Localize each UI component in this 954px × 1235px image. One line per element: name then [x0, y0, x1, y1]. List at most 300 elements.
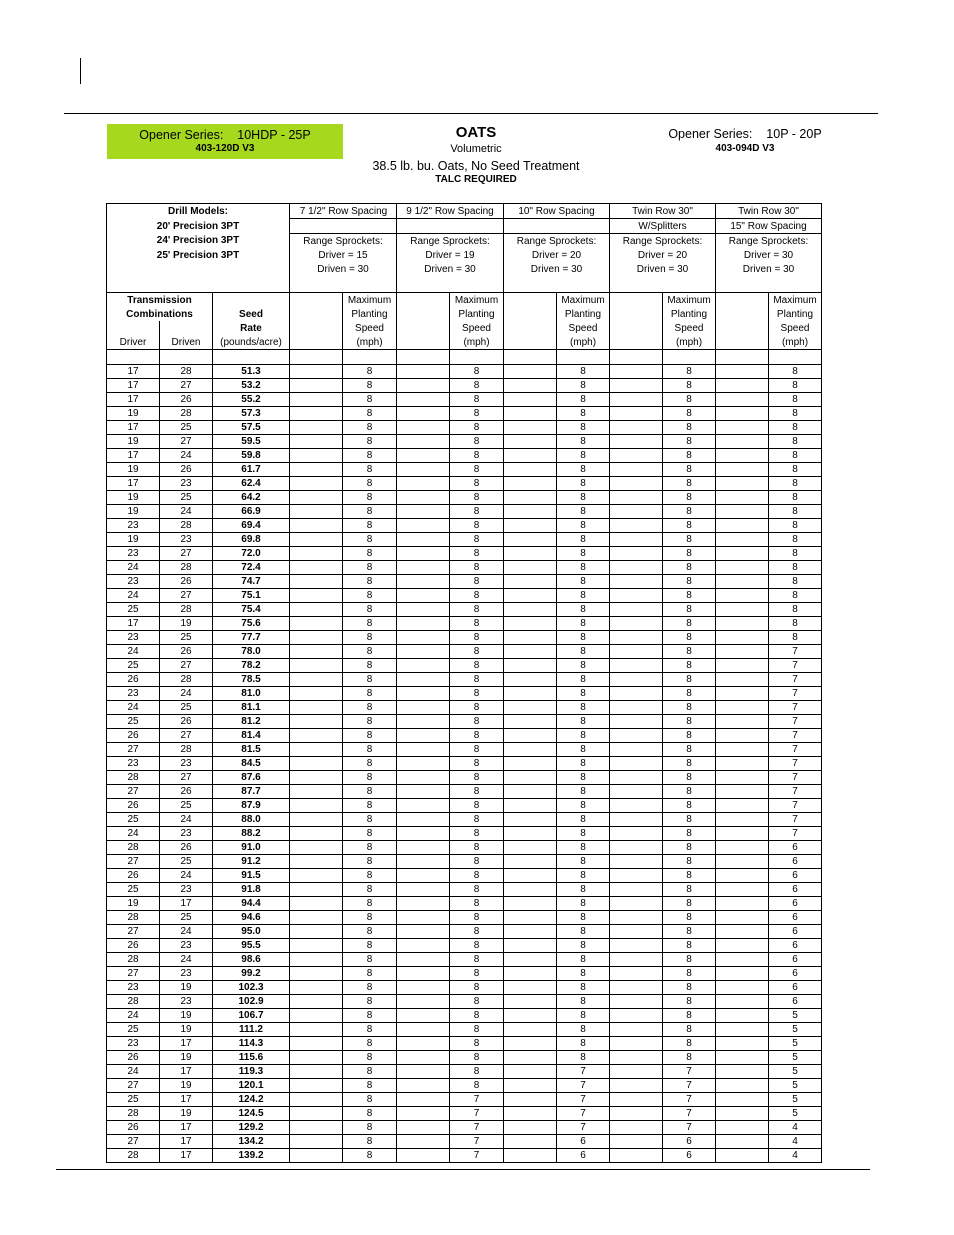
max-speed-cell: 6 — [769, 939, 822, 953]
max-speed-cell: 8 — [769, 407, 822, 421]
max-speed-cell: 8 — [343, 1037, 397, 1051]
blank-cell — [610, 855, 663, 869]
blank-cell — [397, 729, 450, 743]
blank-cell — [504, 589, 557, 603]
blank-cell — [610, 827, 663, 841]
max-speed-cell: 8 — [343, 603, 397, 617]
driver-sprocket-cell: 25 — [107, 1093, 160, 1107]
max-speed-cell: 4 — [769, 1149, 822, 1163]
driven-sprocket-cell: 24 — [160, 925, 213, 939]
driver-sprocket-cell: 27 — [107, 967, 160, 981]
max-speed-cell: 8 — [343, 645, 397, 659]
blank-cell — [716, 771, 769, 785]
max-speed-cell: 8 — [450, 911, 504, 925]
max-speed-cell: 8 — [769, 365, 822, 379]
driver-sprocket-cell: 28 — [107, 841, 160, 855]
spacing-spacer — [504, 276, 610, 293]
max-speed-cell: 8 — [450, 645, 504, 659]
blank-cell — [290, 687, 343, 701]
max-speed-cell: 8 — [343, 631, 397, 645]
driver-sprocket-cell: 23 — [107, 981, 160, 995]
blank-cell — [716, 813, 769, 827]
driver-sprocket-cell: 25 — [107, 1023, 160, 1037]
max-speed-cell: 6 — [557, 1149, 610, 1163]
driver-sprocket-cell: 19 — [107, 463, 160, 477]
driver-sprocket-cell: 26 — [107, 939, 160, 953]
table-row — [107, 463, 822, 477]
max-speed-cell: 8 — [450, 1009, 504, 1023]
blank-cell — [504, 379, 557, 393]
blank-cell — [397, 771, 450, 785]
spacing-1-line2 — [290, 219, 397, 234]
seed-rate-table — [106, 203, 822, 1163]
blank-cell — [397, 1135, 450, 1149]
spacing-5-driver: Driver = 30 — [716, 248, 822, 262]
blank-cell — [397, 967, 450, 981]
max-speed-cell: 8 — [343, 701, 397, 715]
driver-sprocket-cell: 28 — [107, 771, 160, 785]
blank-cell — [610, 463, 663, 477]
blank-cell — [610, 771, 663, 785]
table-row — [107, 617, 822, 631]
max-speed-cell: 8 — [450, 463, 504, 477]
blank-cell — [290, 519, 343, 533]
blank-cell — [504, 659, 557, 673]
max-speed-cell: 7 — [557, 1121, 610, 1135]
blank-cell — [504, 1135, 557, 1149]
seed-rate-cell: 88.0 — [213, 813, 290, 827]
max-speed-cell: 8 — [663, 505, 716, 519]
seed-rate-cell: 91.8 — [213, 883, 290, 897]
blank-cell — [716, 449, 769, 463]
max-speed-cell: 7 — [769, 673, 822, 687]
opener-series-left — [107, 124, 343, 159]
driven-sprocket-cell: 17 — [160, 897, 213, 911]
driven-sprocket-cell: 17 — [160, 1093, 213, 1107]
max-speed-cell: 8 — [343, 379, 397, 393]
seed-rate-cell: 111.2 — [213, 1023, 290, 1037]
seed-rate-cell: 75.6 — [213, 617, 290, 631]
max-speed-cell: 8 — [450, 575, 504, 589]
max-speed-cell: 8 — [663, 715, 716, 729]
max-speed-cell: 8 — [343, 925, 397, 939]
blank-cell — [610, 1009, 663, 1023]
max-speed-heading: Maximum — [663, 293, 716, 308]
seed-rate-cell: 69.4 — [213, 519, 290, 533]
blank-cell — [716, 869, 769, 883]
blank-cell — [290, 589, 343, 603]
table-row — [107, 981, 822, 995]
max-speed-heading: Speed — [769, 321, 822, 335]
blank-cell — [290, 547, 343, 561]
table-row — [107, 1107, 822, 1121]
blank-cell — [610, 505, 663, 519]
max-speed-cell: 8 — [663, 617, 716, 631]
max-speed-cell: 8 — [663, 911, 716, 925]
driven-sprocket-cell: 23 — [160, 995, 213, 1009]
blank-cell — [504, 335, 557, 350]
driver-sprocket-cell: 28 — [107, 1107, 160, 1121]
driver-sprocket-cell: 27 — [107, 855, 160, 869]
max-speed-cell: 8 — [557, 379, 610, 393]
blank-cell — [716, 1121, 769, 1135]
blank-cell — [290, 771, 343, 785]
crop-title: OATS — [455, 124, 497, 141]
seed-rate-cell: 102.3 — [213, 981, 290, 995]
max-speed-heading: (mph) — [557, 335, 610, 350]
blank-cell — [716, 617, 769, 631]
max-speed-cell: 8 — [450, 855, 504, 869]
blank-cell — [610, 925, 663, 939]
driven-sprocket-cell: 26 — [160, 785, 213, 799]
seed-rate-cell: 51.3 — [213, 365, 290, 379]
max-speed-cell: 8 — [557, 939, 610, 953]
max-speed-cell: 8 — [557, 365, 610, 379]
max-speed-heading: Planting — [343, 307, 397, 321]
table-row — [107, 687, 822, 701]
max-speed-cell: 8 — [450, 715, 504, 729]
blank-cell — [290, 925, 343, 939]
blank-cell — [397, 393, 450, 407]
blank-cell — [610, 435, 663, 449]
blank-cell — [290, 477, 343, 491]
blank-cell — [716, 350, 769, 365]
blank-cell — [397, 575, 450, 589]
max-speed-cell: 8 — [663, 743, 716, 757]
driven-sprocket-cell: 24 — [160, 813, 213, 827]
blank-cell — [716, 477, 769, 491]
max-speed-cell: 8 — [557, 491, 610, 505]
max-speed-cell: 8 — [450, 617, 504, 631]
table-row — [107, 1093, 822, 1107]
driver-sprocket-cell: 27 — [107, 785, 160, 799]
blank-cell — [397, 350, 450, 365]
max-speed-cell: 8 — [343, 1093, 397, 1107]
blank-cell — [610, 813, 663, 827]
blank-cell — [290, 1079, 343, 1093]
max-speed-heading: (mph) — [663, 335, 716, 350]
max-speed-cell: 8 — [769, 575, 822, 589]
max-speed-cell: 8 — [343, 449, 397, 463]
max-speed-cell: 8 — [343, 827, 397, 841]
blank-cell — [716, 1149, 769, 1163]
blank-cell — [290, 307, 343, 321]
max-speed-cell: 8 — [450, 589, 504, 603]
driven-heading: Driven — [160, 335, 213, 350]
max-speed-cell: 8 — [343, 1121, 397, 1135]
driven-sprocket-cell: 24 — [160, 953, 213, 967]
blank-cell — [610, 533, 663, 547]
seed-rate-cell: 88.2 — [213, 827, 290, 841]
models-spacer — [107, 276, 290, 293]
blank-cell — [290, 1009, 343, 1023]
blank-cell — [610, 589, 663, 603]
blank-cell — [397, 547, 450, 561]
blank-cell — [290, 435, 343, 449]
max-speed-cell: 8 — [450, 771, 504, 785]
max-speed-cell: 8 — [557, 799, 610, 813]
blank-cell — [397, 435, 450, 449]
blank-cell — [290, 673, 343, 687]
blank-cell — [504, 1093, 557, 1107]
max-speed-cell: 8 — [450, 1051, 504, 1065]
max-speed-cell: 8 — [343, 1051, 397, 1065]
blank-cell — [610, 743, 663, 757]
blank-cell — [716, 505, 769, 519]
max-speed-cell: 8 — [343, 393, 397, 407]
max-speed-cell: 6 — [769, 883, 822, 897]
seed-rate-cell: 66.9 — [213, 505, 290, 519]
driven-sprocket-cell: 26 — [160, 715, 213, 729]
blank-cell — [610, 293, 663, 308]
blank-cell — [504, 981, 557, 995]
max-speed-cell: 8 — [450, 449, 504, 463]
spacing-spacer — [290, 276, 397, 293]
blank-cell — [397, 995, 450, 1009]
blank-cell — [290, 743, 343, 757]
driven-sprocket-cell: 23 — [160, 967, 213, 981]
max-speed-cell: 8 — [663, 631, 716, 645]
max-speed-cell: 8 — [450, 379, 504, 393]
blank-cell — [397, 827, 450, 841]
max-speed-heading: (mph) — [769, 335, 822, 350]
blank-cell — [290, 1135, 343, 1149]
blank-cell — [716, 659, 769, 673]
blank-cell — [290, 813, 343, 827]
driven-sprocket-cell: 19 — [160, 1107, 213, 1121]
table-row — [107, 715, 822, 729]
max-speed-cell: 8 — [557, 449, 610, 463]
max-speed-heading: (mph) — [343, 335, 397, 350]
opener-left-series: 10HDP - 25P — [237, 128, 311, 142]
blank-cell — [504, 449, 557, 463]
max-speed-cell: 8 — [557, 1009, 610, 1023]
max-speed-heading: Speed — [663, 321, 716, 335]
max-speed-cell: 8 — [343, 841, 397, 855]
max-speed-cell: 8 — [663, 869, 716, 883]
max-speed-cell: 7 — [769, 785, 822, 799]
blank-cell — [290, 1107, 343, 1121]
max-speed-cell: 8 — [450, 1079, 504, 1093]
blank-cell — [610, 939, 663, 953]
seed-description: 38.5 lb. bu. Oats, No Seed Treatment — [372, 159, 580, 173]
blank-cell — [397, 449, 450, 463]
max-speed-cell: 7 — [450, 1149, 504, 1163]
seed-rate-cell: 120.1 — [213, 1079, 290, 1093]
blank-cell — [716, 897, 769, 911]
blank-cell — [504, 687, 557, 701]
max-speed-cell: 7 — [769, 799, 822, 813]
max-speed-cell: 8 — [450, 729, 504, 743]
table-row — [107, 365, 822, 379]
spacing-3-driven: Driven = 30 — [504, 262, 610, 276]
blank-cell — [397, 307, 450, 321]
blank-cell — [397, 519, 450, 533]
max-speed-cell: 6 — [663, 1149, 716, 1163]
max-speed-cell: 8 — [663, 841, 716, 855]
max-speed-cell: 7 — [557, 1107, 610, 1121]
max-speed-cell: 8 — [663, 1009, 716, 1023]
blank-cell — [397, 293, 450, 308]
blank-cell — [716, 1023, 769, 1037]
blank-cell — [716, 1037, 769, 1051]
max-speed-cell: 8 — [343, 813, 397, 827]
driver-sprocket-cell: 26 — [107, 1121, 160, 1135]
table-row — [107, 505, 822, 519]
blank-cell — [504, 1023, 557, 1037]
driven-sprocket-cell: 17 — [160, 1149, 213, 1163]
max-speed-cell: 8 — [663, 589, 716, 603]
table-row — [107, 659, 822, 673]
driver-sprocket-cell: 19 — [107, 407, 160, 421]
blank-cell — [290, 463, 343, 477]
blank-cell — [610, 729, 663, 743]
max-speed-cell: 6 — [769, 855, 822, 869]
max-speed-cell: 8 — [343, 1107, 397, 1121]
max-speed-cell: 8 — [343, 673, 397, 687]
seed-rate-cell: 78.5 — [213, 673, 290, 687]
blank-cell — [107, 321, 160, 335]
table-row — [107, 911, 822, 925]
table-row — [107, 673, 822, 687]
driver-sprocket-cell: 17 — [107, 477, 160, 491]
blank-cell — [716, 995, 769, 1009]
blank-cell — [290, 645, 343, 659]
blank-cell — [610, 687, 663, 701]
blank-cell — [610, 561, 663, 575]
page-margin-mark — [80, 58, 81, 84]
blank-cell — [290, 335, 343, 350]
blank-cell — [716, 1107, 769, 1121]
max-speed-cell: 8 — [450, 393, 504, 407]
driven-sprocket-cell: 28 — [160, 519, 213, 533]
table-row — [107, 757, 822, 771]
blank-cell — [290, 981, 343, 995]
blank-cell — [716, 379, 769, 393]
seed-rate-cell: 124.5 — [213, 1107, 290, 1121]
max-speed-cell: 8 — [557, 967, 610, 981]
max-speed-cell: 8 — [450, 1037, 504, 1051]
max-speed-cell: 8 — [343, 477, 397, 491]
max-speed-cell: 8 — [557, 1051, 610, 1065]
blank-cell — [610, 1023, 663, 1037]
blank-cell — [716, 645, 769, 659]
max-speed-cell: 8 — [769, 463, 822, 477]
seed-rate-cell: 74.7 — [213, 575, 290, 589]
blank-cell — [290, 631, 343, 645]
driver-sprocket-cell: 26 — [107, 1051, 160, 1065]
seed-rate-cell: 81.1 — [213, 701, 290, 715]
spacing-spacer — [397, 276, 504, 293]
blank-cell — [504, 729, 557, 743]
blank-cell — [610, 365, 663, 379]
max-speed-cell: 8 — [343, 1009, 397, 1023]
blank-cell — [397, 617, 450, 631]
table-row — [107, 547, 822, 561]
seed-rate-cell: 87.6 — [213, 771, 290, 785]
blank-cell — [397, 813, 450, 827]
table-row — [107, 603, 822, 617]
blank-cell — [504, 1079, 557, 1093]
blank-cell — [504, 799, 557, 813]
seed-rate-cell: 81.5 — [213, 743, 290, 757]
models-spacer — [107, 262, 290, 276]
table-row — [107, 491, 822, 505]
max-speed-cell: 8 — [557, 757, 610, 771]
table-row — [107, 967, 822, 981]
blank-cell — [504, 771, 557, 785]
seed-rate-cell: 91.0 — [213, 841, 290, 855]
blank-cell — [610, 1051, 663, 1065]
blank-cell — [290, 729, 343, 743]
max-speed-cell: 8 — [450, 519, 504, 533]
blank-cell — [397, 603, 450, 617]
max-speed-cell: 7 — [769, 743, 822, 757]
max-speed-cell: 8 — [663, 897, 716, 911]
max-speed-cell: 8 — [663, 981, 716, 995]
blank-cell — [290, 449, 343, 463]
blank-cell — [504, 757, 557, 771]
max-speed-cell: 8 — [450, 841, 504, 855]
max-speed-cell: 8 — [450, 603, 504, 617]
max-speed-cell: 6 — [769, 981, 822, 995]
seed-rate-cell: 53.2 — [213, 379, 290, 393]
blank-cell — [610, 1065, 663, 1079]
blank-cell — [504, 365, 557, 379]
driver-sprocket-cell: 28 — [107, 995, 160, 1009]
spacing-5-line2: 15" Row Spacing — [716, 219, 822, 234]
max-speed-cell: 8 — [557, 841, 610, 855]
driver-sprocket-cell: 27 — [107, 743, 160, 757]
max-speed-cell: 8 — [663, 1023, 716, 1037]
driven-sprocket-cell: 25 — [160, 421, 213, 435]
max-speed-cell: 8 — [450, 421, 504, 435]
table-row — [107, 743, 822, 757]
blank-cell — [716, 827, 769, 841]
max-speed-cell: 8 — [557, 981, 610, 995]
blank-cell — [610, 617, 663, 631]
blank-cell — [504, 350, 557, 365]
blank-cell — [610, 967, 663, 981]
driven-sprocket-cell: 19 — [160, 1079, 213, 1093]
blank-cell — [610, 911, 663, 925]
blank-cell — [397, 757, 450, 771]
driven-sprocket-cell: 26 — [160, 393, 213, 407]
max-speed-cell: 8 — [769, 561, 822, 575]
blank-cell — [290, 715, 343, 729]
blank-cell — [397, 673, 450, 687]
max-speed-cell: 8 — [663, 365, 716, 379]
blank-cell — [290, 1121, 343, 1135]
max-speed-cell: 8 — [769, 435, 822, 449]
blank-cell — [504, 827, 557, 841]
max-speed-cell: 5 — [769, 1093, 822, 1107]
blank-cell — [397, 533, 450, 547]
driven-sprocket-cell: 27 — [160, 379, 213, 393]
table-row — [107, 729, 822, 743]
max-speed-cell: 8 — [557, 883, 610, 897]
seed-rate-cell: 91.5 — [213, 869, 290, 883]
blank-cell — [290, 883, 343, 897]
blank-cell — [290, 757, 343, 771]
max-speed-cell: 8 — [450, 477, 504, 491]
table-row — [107, 841, 822, 855]
table-row — [107, 939, 822, 953]
max-speed-cell: 8 — [769, 449, 822, 463]
blank-cell — [290, 321, 343, 335]
max-speed-cell: 8 — [663, 701, 716, 715]
spacing-2-driver: Driver = 19 — [397, 248, 504, 262]
